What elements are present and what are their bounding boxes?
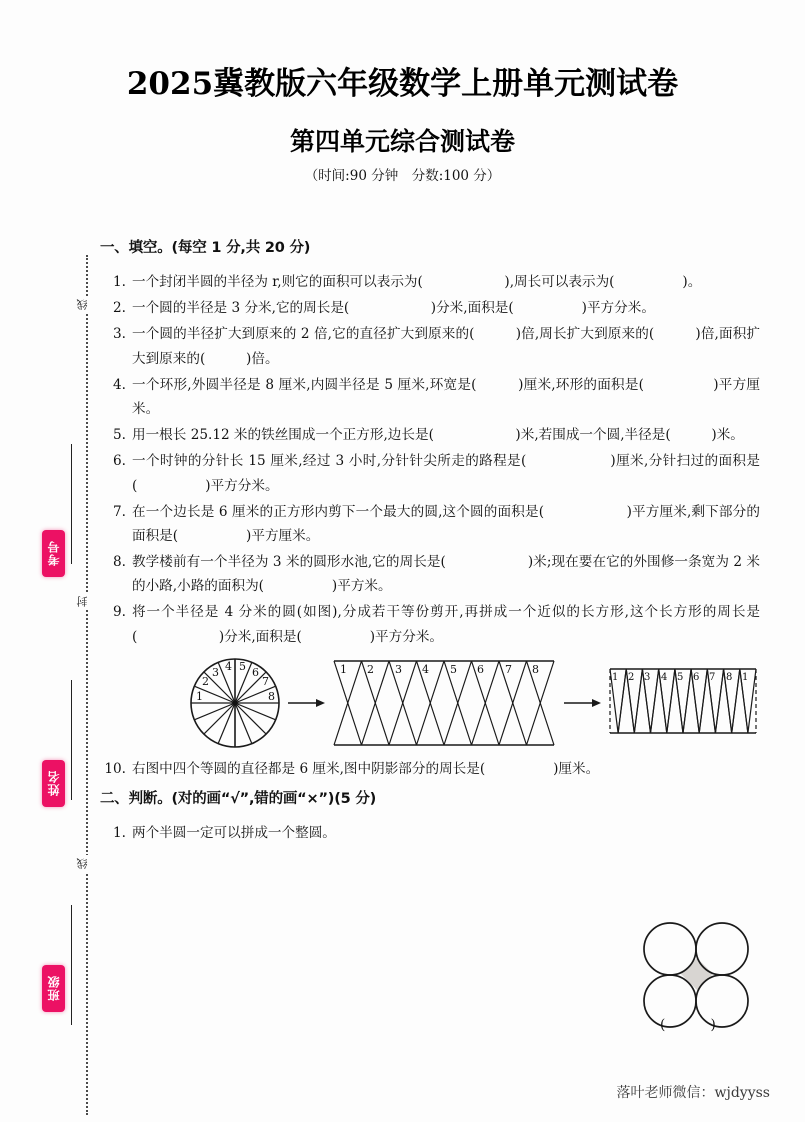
- question-item: [100, 821, 760, 845]
- paper-content: [100, 236, 760, 847]
- question-number: 9.: [113, 604, 126, 621]
- badge-exam-number: 考号: [42, 530, 65, 577]
- sector-label: 8: [268, 689, 275, 703]
- arrow-right-1: [288, 699, 325, 707]
- seal-dotted-line: [86, 255, 88, 1115]
- piece-label: 1: [742, 671, 749, 683]
- piece-label: 2: [367, 662, 374, 676]
- seal-char-seal: 封: [77, 593, 97, 610]
- piece-label: 2: [628, 671, 635, 683]
- piece-label: 8: [726, 671, 733, 683]
- piece-label: 1: [612, 671, 619, 683]
- footer-text: 落叶老师微信：wjdyyss: [616, 1085, 770, 1101]
- question-text: 将一个半径是 4 分米的圆(如图),分成若干等份剪开,再拼成一个近似的长方形,这个长方形的周长是( )分米,面积是( )平方分米。: [132, 604, 760, 645]
- question-text: 教学楼前有一个半径为 3 米的圆形水池,它的周长是( )米;现在要在它的外围修一条宽为 2 米的小路,小路的面积为( )平方米。: [132, 554, 760, 595]
- seal-char-line-top: 线: [77, 296, 97, 313]
- question-number: 3.: [113, 326, 126, 343]
- question-item: [100, 296, 760, 320]
- question-text: 两个半圆一定可以拼成一个整圆。: [132, 825, 336, 841]
- page-subtitle: 第四单元综合测试卷: [289, 127, 515, 156]
- sector-label: 1: [196, 689, 203, 703]
- question-text: 右图中四个等圆的直径都是 6 厘米,图中阴影部分的周长是( )厘米。: [132, 760, 600, 777]
- circle-sectors-group: [191, 659, 279, 747]
- page-title: 2025冀教版六年级数学上册单元测试卷: [126, 66, 679, 102]
- question-number: 1.: [113, 825, 126, 841]
- write-rule-class: [71, 905, 72, 1025]
- piece-label: 5: [450, 662, 457, 676]
- badge-class: 班级: [42, 965, 65, 1012]
- question-text: 用一根长 25.12 米的铁丝围成一个正方形,边长是( )米,若围成一个圆,半径是( )米。: [132, 427, 744, 444]
- exam-meta-line: （时间:90 分钟 分数:100 分）: [304, 168, 501, 184]
- question-item: [100, 373, 760, 421]
- question-text: 一个圆的半径是 3 分米,它的周长是( )分米,面积是( )平方分米。: [132, 300, 655, 317]
- piece-label: 4: [661, 671, 668, 683]
- question-number: 1.: [113, 274, 126, 290]
- question-item: [100, 423, 760, 447]
- piece-label: 1: [340, 662, 347, 676]
- question-text: 在一个边长是 6 厘米的正方形内剪下一个最大的圆,这个圆的面积是( )平方厘米,剩下部分的面积是( )平方厘米。: [132, 503, 760, 544]
- badge-student-name: 姓名: [42, 760, 65, 807]
- circle-top-left: [644, 923, 696, 975]
- footer-watermark: [0, 1082, 770, 1102]
- question-number: 5.: [113, 427, 126, 444]
- write-rule-name: [71, 680, 72, 800]
- sector-label: 6: [252, 665, 259, 679]
- figure-circle-to-rectangle: [100, 655, 760, 753]
- piece-label: 6: [477, 662, 484, 676]
- question-item: [100, 757, 760, 781]
- question-item: [100, 550, 760, 598]
- answer-parens-q10: ( ): [660, 1017, 722, 1033]
- sector-label: 5: [239, 659, 246, 673]
- sector-label: 3: [212, 665, 219, 679]
- question-item: [100, 270, 760, 294]
- sector-label: 2: [202, 674, 209, 688]
- question-text: 一个时钟的分针长 15 厘米,经过 3 小时,分针针尖所走的路程是( )厘米,分针扫过的面积是( )平方分米。: [132, 453, 760, 494]
- figure-svg: [178, 655, 763, 751]
- question-text: 一个环形,外圆半径是 8 厘米,内圆半径是 5 厘米,环宽是( )厘米,环形的面积是( )平方厘米。: [132, 376, 760, 417]
- question-number: 4.: [113, 376, 126, 393]
- piece-label: 4: [422, 662, 429, 676]
- write-rule-exam-number: [71, 444, 72, 564]
- question-number: 2.: [113, 300, 126, 317]
- seal-char-line-bottom: 线: [77, 855, 97, 872]
- question-item: [100, 500, 760, 548]
- shaded-center-region: [681, 958, 713, 990]
- sector-label: 7: [262, 674, 269, 688]
- circle-top-right: [696, 923, 748, 975]
- question-number: 10.: [104, 760, 126, 777]
- question-item: [100, 322, 760, 370]
- question-number: 8.: [113, 554, 126, 571]
- piece-label: 3: [644, 671, 651, 683]
- piece-label: 3: [395, 662, 402, 676]
- section-heading-fill-blanks: 一、填空。(每空 1 分,共 20 分): [100, 240, 311, 256]
- piece-label: 7: [505, 662, 512, 676]
- arrow-right-2: [564, 699, 601, 707]
- piece-label: 6: [693, 671, 700, 683]
- section-heading-true-false: 二、判断。(对的画“√”,错的画“×”)(5 分): [100, 791, 377, 807]
- question-number: 7.: [113, 503, 126, 520]
- question-text: 一个圆的半径扩大到原来的 2 倍,它的直径扩大到原来的( )倍,周长扩大到原来的( )倍,面积扩大到原来的( )倍。: [132, 326, 760, 367]
- piece-label: 5: [677, 671, 684, 683]
- sector-label: 4: [225, 659, 232, 673]
- piece-label: 8: [532, 662, 539, 676]
- question-number: 6.: [113, 453, 126, 470]
- question-item: [100, 600, 760, 648]
- question-item: [100, 449, 760, 497]
- piece-label: 7: [709, 671, 716, 683]
- question-text: 一个封闭半圆的半径为 r,则它的面积可以表示为( ),周长可以表示为( )。: [132, 274, 702, 290]
